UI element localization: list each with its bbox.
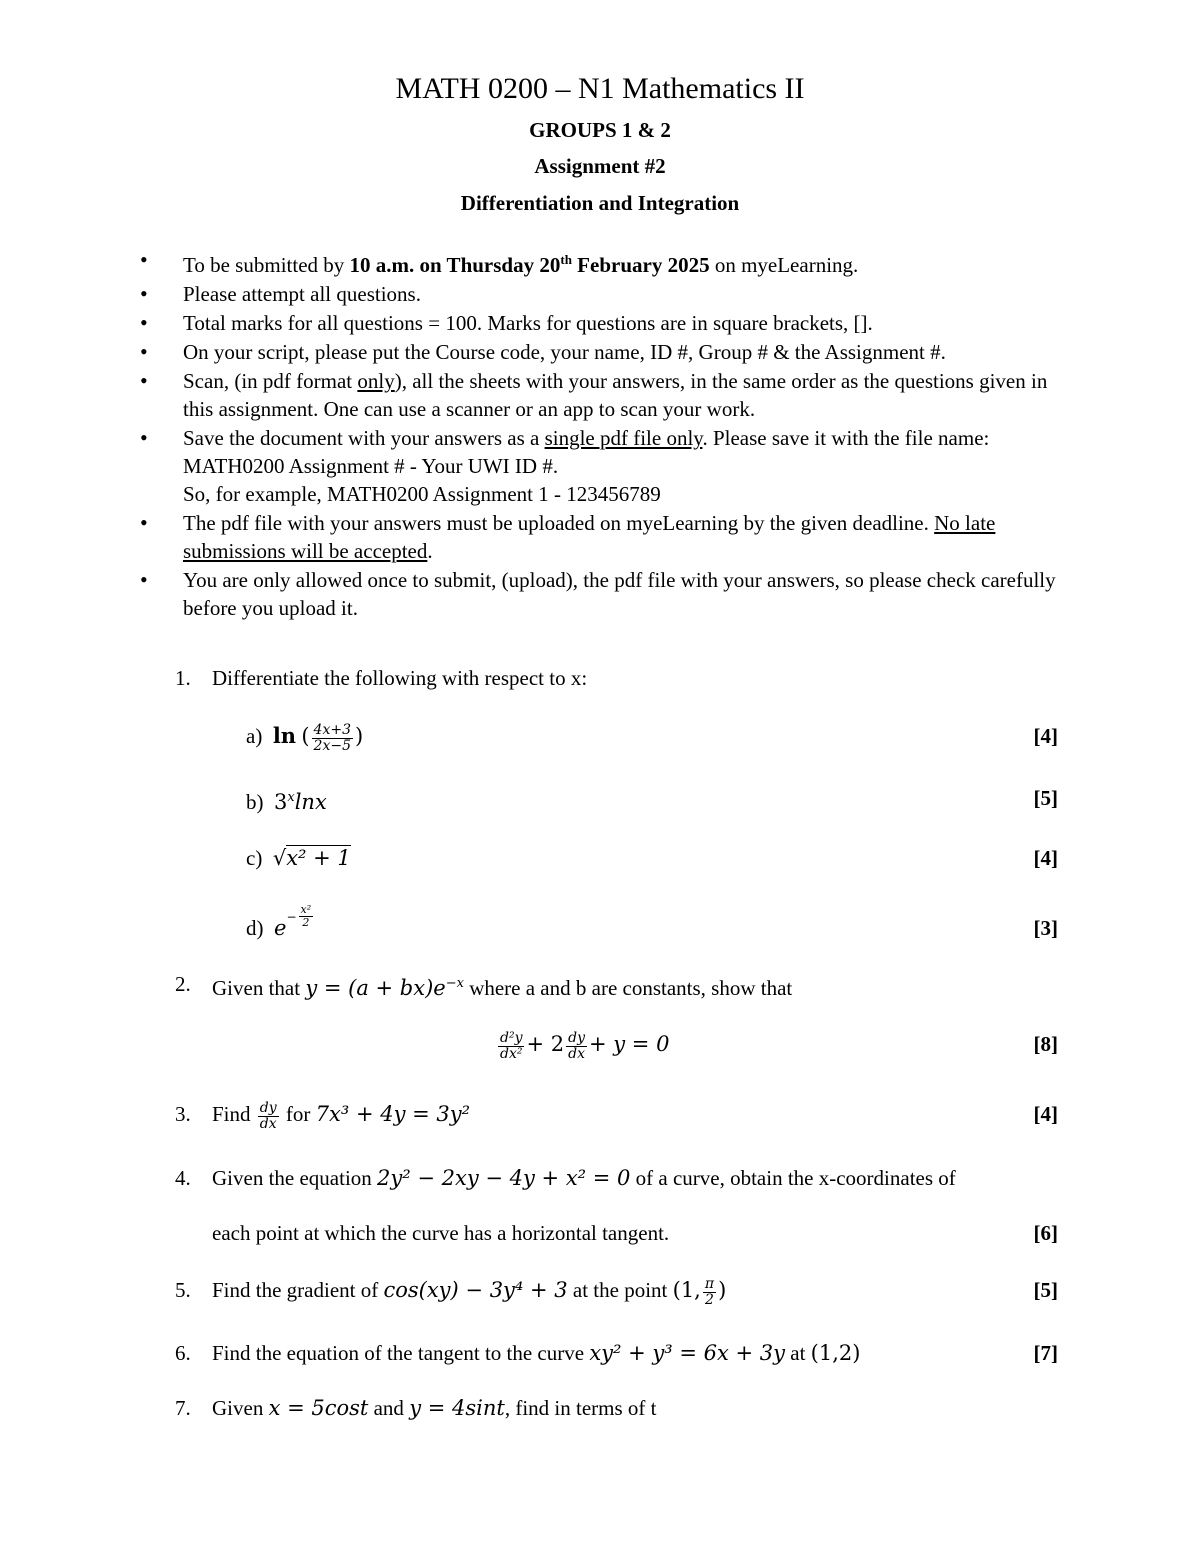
mark-2: [8] (1033, 1032, 1058, 1056)
groups-heading: GROUPS 1 & 2 (529, 118, 671, 142)
instruction-attempt: • Please attempt all questions. (140, 280, 1080, 308)
instruction-total-marks: • Total marks for all questions = 100. Marks for questions are in square brackets, []. (140, 309, 1080, 337)
instruction-upload: • The pdf file with your answers must be uploaded on myeLearning by the given deadline. No late submissions will be accepted. (140, 509, 1080, 565)
mark-1c: [4] (1033, 846, 1058, 870)
assignment-heading: Assignment #2 (534, 154, 666, 178)
instruction-scan: • Scan, (in pdf format only), all the sheets with your answers, in the same order as the questions given in this assignment. One can use a scanner or an app to scan your work. (140, 367, 1080, 423)
mark-6: [7] (1033, 1341, 1058, 1365)
course-title: MATH 0200 – N1 Mathematics II (395, 72, 805, 105)
mark-1d: [3] (1033, 916, 1058, 940)
mark-1a: [4] (1033, 724, 1058, 748)
assignment-page: MATH 0200 – N1 Mathematics II GROUPS 1 & 2 Assignment #2 Differentiation and Integration • To be submitted by 10 a.m. on Thursday 20th February 2025 on myeLearning. • Please attempt all questions. • Total marks for all questions = 100. Marks for questions are in square brackets, []. • On your script, please put the Course code, your name, ID #, Group # & the Assignment #. • Scan, (in pdf format only), all the sheets with your answers, in the same order as the questions given in this assignment. One can use a scanner or an app to scan your work. • Save the document with your answers as a single pdf file only. Please save it with the file name: MATH0200 Assignment # - Your UWI ID #. So, for example, MATH0200 Assignment 1 - 123456789 • The pdf file with your answers must be uploaded on myeLearning by the given deadline. No late submissions will be accepted. • You are only allowed once to submit, (upload), the pdf file with your answers, so please check carefully before you upload it. 1. Differentiate the following with respect to x: a) ln ( $\frac{4x+3}{2x-5}$ ) [4] b) 3$^x$lnx [5] c) √x² + 1 [4] d) e− $\frac{\text{x²}}{2}$ [3] 2. Given that $y = (a + bx)e^{-x}$ where a and b are constants, show that $\frac{\text{d²y}}{\text{dx²}}$ + 2 $\frac{dy}{dx}$ + y = 0 [8] 3. Find $\frac{dy}{dx}$ for 7x³ + 4y = 3y² [4] 4. Given the equation 2y² − 2xy − 4y + x² = 0 of a curve, obtain the x-coordinates of each point at which the curve has a horizontal tangent. [6] 5. Find the gradient of cos(xy) − 3y⁴ + 3 at the point (1, $\frac{\pi}{2}$ ) [5] 6. Find the equation of the tangent to the curve xy² + y³ = 6x + 3y at (1,2) [7] 7. Given x = 5cost and y = 4sint, find in terms of t (0, 0, 1200, 1553)
instruction-save: • Save the document with your answers as a single pdf file only. Please save it with the file name: MATH0200 Assignment # - Your UWI ID #. So, for example, MATH0200 Assignment 1 - 123456789 (140, 424, 1080, 508)
mark-4: [6] (1033, 1221, 1058, 1245)
instruction-deadline: • To be submitted by 10 a.m. on Thursday 20th February 2025 on myeLearning. (140, 246, 1080, 279)
instructions-list (140, 246, 1080, 623)
instruction-once: • You are only allowed once to submit, (upload), the pdf file with your answers, so please check carefully before you upload it. (140, 566, 1080, 622)
mark-5: [5] (1033, 1278, 1058, 1302)
topic-heading: Differentiation and Integration (460, 191, 740, 215)
mark-3: [4] (1033, 1102, 1058, 1126)
instruction-script: • On your script, please put the Course code, your name, ID #, Group # & the Assignment #. (140, 338, 1080, 366)
mark-1b: [5] (1033, 786, 1058, 810)
